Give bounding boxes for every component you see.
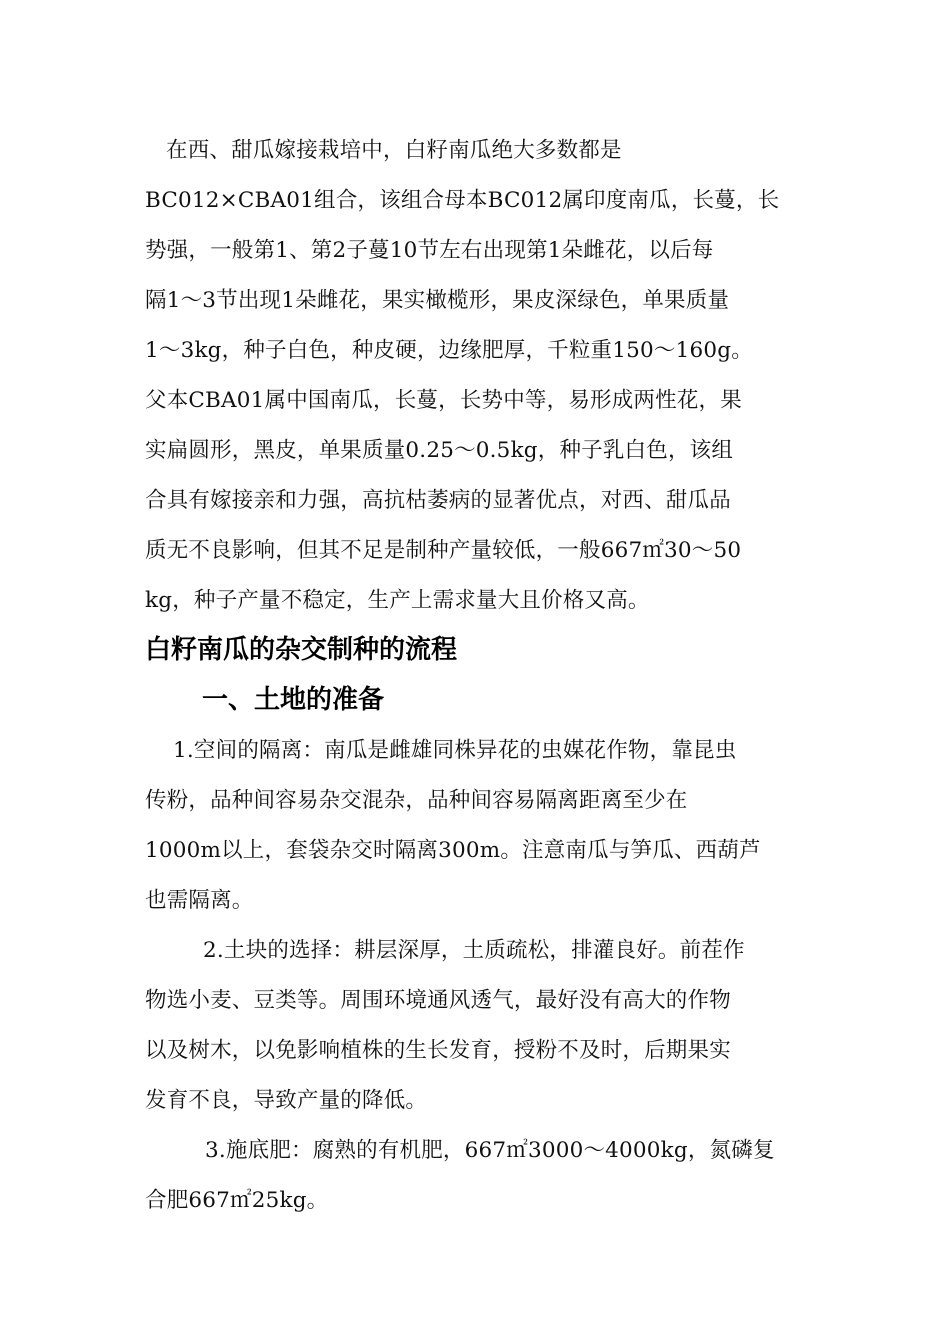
intro-line-8: 合具有嫁接亲和力强，高抗枯萎病的显著优点，对西、甜瓜品	[145, 488, 731, 513]
item3-line-2: 合肥667㎡25kg。	[145, 1188, 329, 1213]
item3-line-1: 3.施底肥：腐熟的有机肥，667㎡3000～4000kg，氮磷复	[205, 1138, 775, 1163]
intro-line-7: 实扁圆形，黑皮，单果质量0.25～0.5kg，种子乳白色，该组	[145, 438, 734, 463]
intro-line-2: BC012×CBA01组合，该组合母本BC012属印度南瓜，长蔓，长	[145, 188, 780, 213]
item2-line-2: 物选小麦、豆类等。周围环境通风透气，最好没有高大的作物	[145, 988, 731, 1013]
item1-line-1: 1.空间的隔离：南瓜是雌雄同株异花的虫媒花作物，靠昆虫	[173, 738, 737, 763]
item1-line-2: 传粉，品种间容易杂交混杂，品种间容易隔离距离至少在	[145, 788, 688, 813]
item2-line-4: 发育不良，导致产量的降低。	[145, 1088, 428, 1113]
item1-line-4: 也需隔离。	[145, 888, 254, 913]
intro-line-6: 父本CBA01属中国南瓜，长蔓，长势中等，易形成两性花，果	[145, 388, 742, 413]
section-heading-land-preparation: 一、土地的准备	[202, 685, 385, 715]
item2-line-3: 以及树木，以免影响植株的生长发育，授粉不及时，后期果实	[145, 1038, 731, 1063]
intro-line-3: 势强，一般第1、第2子蔓10节左右出现第1朵雌花，以后每	[145, 238, 714, 263]
intro-line-1: 在西、甜瓜嫁接栽培中，白籽南瓜绝大多数都是	[166, 138, 622, 163]
intro-line-4: 隔1～3节出现1朵雌花，果实橄榄形，果皮深绿色，单果质量	[145, 288, 730, 313]
intro-line-5: 1～3kg，种子白色，种皮硬，边缘肥厚，千粒重150～160g。	[145, 338, 753, 363]
item1-line-3: 1000m以上，套袋杂交时隔离300m。注意南瓜与笋瓜、西葫芦	[145, 838, 761, 863]
intro-line-10: kg，种子产量不稳定，生产上需求量大且价格又高。	[145, 588, 650, 613]
item2-line-1: 2.土块的选择：耕层深厚，土质疏松，排灌良好。前茬作	[203, 938, 745, 963]
intro-line-9: 质无不良影响，但其不足是制种产量较低，一般667㎡30～50	[145, 538, 742, 563]
main-heading: 白籽南瓜的杂交制种的流程	[145, 635, 458, 665]
